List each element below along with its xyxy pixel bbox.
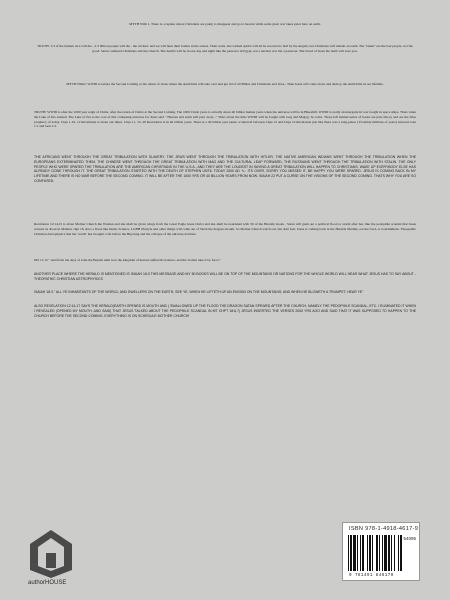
authorhouse-logo-icon (24, 526, 78, 582)
publisher-name: authorHOUSE (28, 580, 67, 586)
revelation-paragraph: Revelation 12:14,15 is about Mother Church the Woman and she shall be given wings from the Great Eagle Jesus Christ and she shall be nourished with 50 of the Heralds books . Satan will gush out a political flood or storm after her, like the pedophile scandal that Jesus warned us about in Mathew chpt 18. Also a flood like Islam, Science, LGBH lifestyle and other things will come out of Satan the dragons mouth. So Mother Church watch out, but dont fear, Jesus is coming back in the Heralds lifetime, eat the food, or nourishment- Theopathic Christian Astrophysics that the "earth" has brought. Life before the Big bang and the collapse of the universe doctrine. (34, 222, 416, 236)
myth-1: MYTH NO# 1. There is a rapture where Christians are going to disappear and go to heaven while some great war takes place here on earth. (129, 22, 321, 26)
tribulation-paragraph: THE AFRICANS WENT THROUGH THE GREAT TRIBULATION WITH SLAVERY, THE JEWS WENT THROUGH THE TRIBULATION WITH HITLER, THE NATIVE AMERICAN INDIANS WENT THROUGH THE TRIBULATION WHEN THE EUROPEANS EXTERMINATED THEM, THE CHINESE WENT THROUGH THE GREAT TRIBULATION WITH MAO AND THE CULTURAL LEAP FORWARD, THE RUSSIANS WENT THROUGH THE TRIBULATION WITH STALIN. THE ONLY PEOPLE WHO WERE SPARED THE TRIBULATION ARE THE AMERICAN CHRISTIANS IN THE U.S.A., AND THEY ARE THE LOUDEST IN SAYING A GREAT TRIBULATION WILL HAPPEN TO CHRISTIANS. WAKE UP EVERYBODY ELSE HAS ALREADY GONE THROUGH IT. THE GREAT TRIBULATION STARTED WITH THE DEATH OF STEPHEN UNTIL TODAY 2000 AD +/-. ITS OVER, SORRY YOU MISSED IT, BE HAPPY YOU WERE SPARED. JESUS IS COMING BACK IN MY LIFETIME AND THERE IS NO WAR BEFORE THE SECOND COMING. IT WILL BE AFTER THE 1000 YRS OR 40 BILLION YEARS FROM NOW. ISAIAH 22 PUT A CURSE ON THE VISIONS OF THE SECOND COMING. THATS WHY YOU ARE SO CONFUSED. (34, 155, 416, 183)
isbn-barcode (342, 522, 420, 581)
isbn-text: ISBN 978-1-4918-4617-9 (349, 526, 419, 532)
truth-2: TRUTH: WWIII is after the 1000 year reign of Christ, after the return of Christ at the Second Coming. The 1000 Christ years is actually about 40 billion human years when the universe will be in Blueshift. WWIII is really an intergalactic war fought in space ships. Thats when the Lake of fire existed. The Lake of fire is the core of this collapsing universe for Jesus said " Heaven and earth will pass away..." Thats about the time WWIII will be fought with Gog and Magog. So relax. Those left behind series of books are pure idiocy and are the false prophecy of today. Chps 1-10, 12 Revelation is about our times. Chps 11, 13- 20 Revelation is in 40 billion years. There is a 40 billion year pause or interval between Chps 12 and Chps 13 Revelation just like there was a long-pause ( Probably millions of years) between Gen 1:1 and Gen 1:2. (34, 110, 416, 129)
revelation-herald-paragraph: ALSO REVELATION 12:14-17 SAYS THE HERALD(EARTH OPENED IS MOUTH AND ) SWALLOWED UP THE FLOOD THE DRAGON SATAN SPEWED AFTER THE CHURCH, NAMELY THE PEDOPHILE SCANDAL, ETC. I ELIMINATED IT WHEN I REVEALED (OPENED MY MOUTH, AND SAID) THAT JESUS TALKED ABOUT THE PEDOPHILE SCANDAL IN MT CHPT 18:6,7) JESUS INSERTED THE VERSES 2000 YRS AGO AND SAID THAT IT WAS SUPPOSED TO HAPPEN TO THE CHURCH BEFORE THE SECOND COMING. EVERYTHING IS ON SCHEDULE MOTHER CHURCH! (34, 304, 416, 318)
price-code: 54095 (403, 536, 416, 541)
barcode-icon (348, 535, 414, 571)
herald-paragraph: ANOTHER PLACE WHERE THE HERALD IS MENTIONED IS ISAIAH 18:3 THIS MESSAGE AND MY 50 BOOKS WILL BE ON TOP OF THE MOUNTAINS OR NATIONS FOR THE WHOLE WORLD WILL HEAR WHAT JESUS HAS TO SAY ABOUT -THEOPATHIC CHRISTIAN ASTROPHYSICS (34, 272, 416, 281)
matthew-verse: MT 11:12 " And from the days of John the Baptist until now the kingdom of heaven suffereth violence, and the violent take it by force." (34, 258, 221, 262)
barcode-number: 9 781491 846179 (349, 573, 394, 578)
myth-2: MYTH NO#2. WWIII is before the Second Coming or the return of Jesus where the AntiChrist will take over and get rid of all Bibles and Christians and Jews.- Then Jesus will come down and destroy the AntiChrist in our lifetime. (66, 82, 384, 86)
truth-1: TRUTH: 1/3 of the human race will die - 2.3 billion people will die - the wicked- and we will burn their bodies in the streets. Their souls -the wicked spirits will all be escorted to hell by the Angels, but Christians will remain on earth. The "taken" are the bad people- not the good. Satan confused Christians and the Church. The death's will be in one day and night like the passover in Egypt, not a nuclear war but a passover. The blood of Jesus the lamb will save you. (37, 44, 413, 53)
isaiah-verse: ISAIAH 18:3 " ALL YE INHABITANTS OF THE WORLD, AND DWELLERS ON THE EARTH, SEE YE, WHEN HE LIFTETH UP AN ENSIGN ON THE MOUNTAINS; AND WHEN HE BLOWETH A TRUMPET, HEAR YE" (34, 290, 364, 294)
